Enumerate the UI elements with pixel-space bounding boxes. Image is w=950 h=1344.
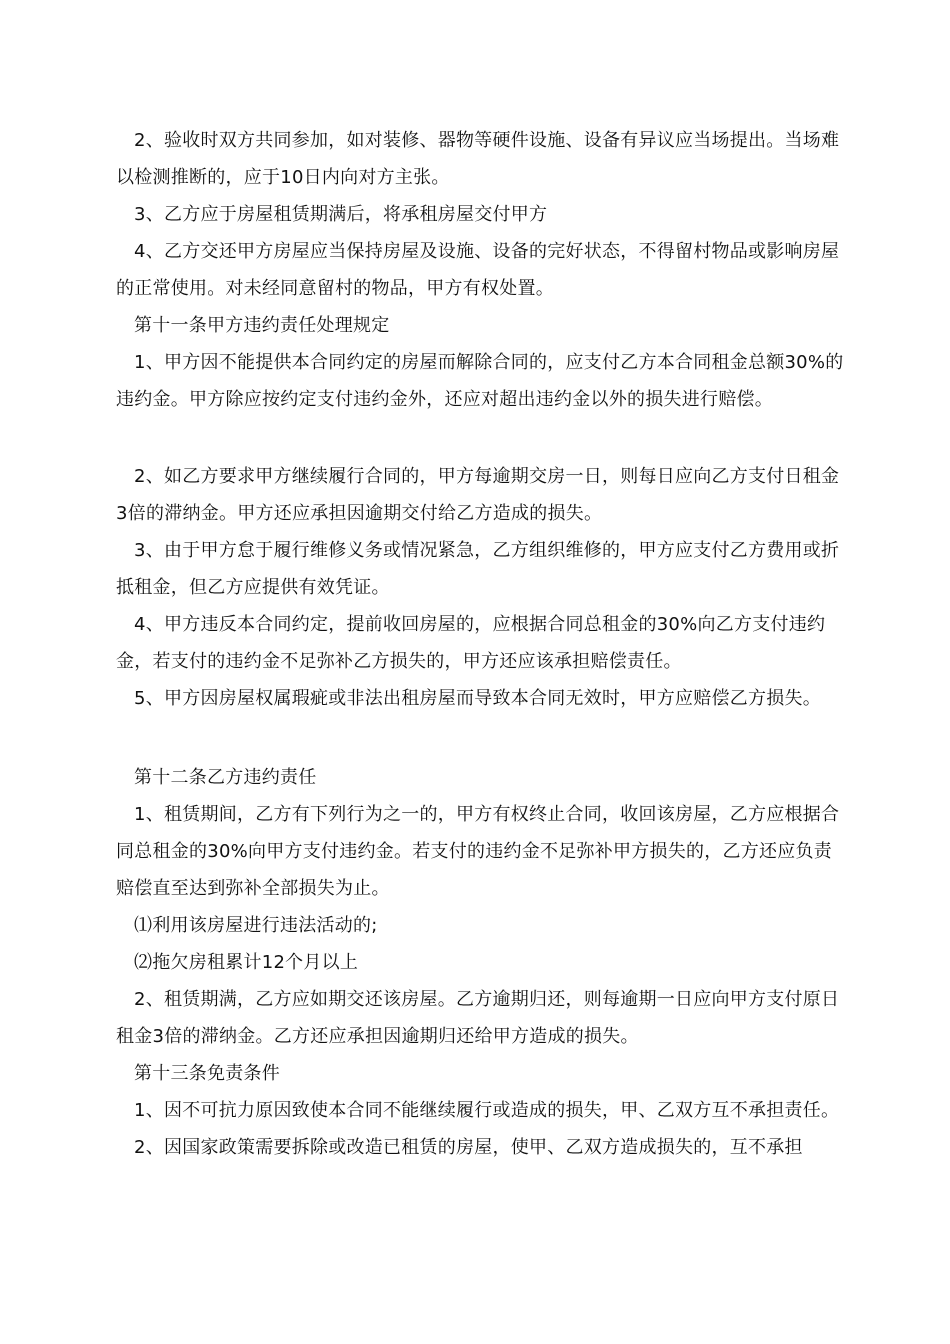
section-title-landlord-breach: 第十一条甲方违约责任处理规定 xyxy=(134,315,390,336)
paragraph-landlord-breach-3: 3、由于甲方怠于履行维修义务或情况紧急，乙方组织维修的，甲方应支付乙方费用或折抵租金，但乙方应提供有效凭证。 xyxy=(116,540,840,598)
section-title-exemption: 第十三条免责条件 xyxy=(134,1063,280,1084)
paragraph-landlord-breach-1: 1、甲方因不能提供本合同约定的房屋而解除合同的，应支付乙方本合同租金总额30%的违约金。甲方除应按约定支付违约金外，还应对超出违约金以外的损失进行赔偿。 xyxy=(116,352,844,410)
document-content xyxy=(116,122,846,1166)
list-item-rent-arrears: ⑵拖欠房租累计12个月以上 xyxy=(134,952,359,973)
paragraph-return-house: 3、乙方应于房屋租赁期满后，将承租房屋交付甲方 xyxy=(134,204,548,225)
paragraph-acceptance: 2、验收时双方共同参加，如对装修、器物等硬件设施、设备有异议应当场提出。当场难以检测推断的，应于10日内向对方主张。 xyxy=(116,130,840,188)
section-title-tenant-breach: 第十二条乙方违约责任 xyxy=(134,767,317,788)
paragraph-tenant-breach-1: 1、租赁期间，乙方有下列行为之一的，甲方有权终止合同，收回该房屋，乙方应根据合同总租金的30%向甲方支付违约金。若支付的违约金不足弥补甲方损失的，乙方还应负责赔偿直至达到弥补全部损失为止。 xyxy=(116,804,840,899)
paragraph-gap xyxy=(116,418,846,458)
paragraph-landlord-breach-2: 2、如乙方要求甲方继续履行合同的，甲方每逾期交房一日，则每日应向乙方支付日租金3倍的滞纳金。甲方还应承担因逾期交付给乙方造成的损失。 xyxy=(116,466,840,524)
paragraph-tenant-breach-2: 2、租赁期满，乙方应如期交还该房屋。乙方逾期归还，则每逾期一日应向甲方支付原日租金3倍的滞纳金。乙方还应承担因逾期归还给甲方造成的损失。 xyxy=(116,989,840,1047)
paragraph-landlord-breach-5: 5、甲方因房屋权属瑕疵或非法出租房屋而导致本合同无效时，甲方应赔偿乙方损失。 xyxy=(134,688,821,709)
paragraph-exemption-1: 1、因不可抗力原因致使本合同不能继续履行或造成的损失，甲、乙双方互不承担责任。 xyxy=(134,1100,840,1121)
paragraph-house-condition: 4、乙方交还甲方房屋应当保持房屋及设施、设备的完好状态，不得留村物品或影响房屋的正常使用。对未经同意留村的物品，甲方有权处置。 xyxy=(116,241,840,299)
list-item-illegal-use: ⑴利用该房屋进行违法活动的; xyxy=(134,915,378,936)
paragraph-exemption-2: 2、因国家政策需要拆除或改造已租赁的房屋，使甲、乙双方造成损失的，互不承担 xyxy=(134,1137,803,1158)
paragraph-gap xyxy=(116,717,846,759)
paragraph-landlord-breach-4: 4、甲方违反本合同约定，提前收回房屋的，应根据合同总租金的30%向乙方支付违约金，若支付的违约金不足弥补乙方损失的，甲方还应该承担赔偿责任。 xyxy=(116,614,826,672)
